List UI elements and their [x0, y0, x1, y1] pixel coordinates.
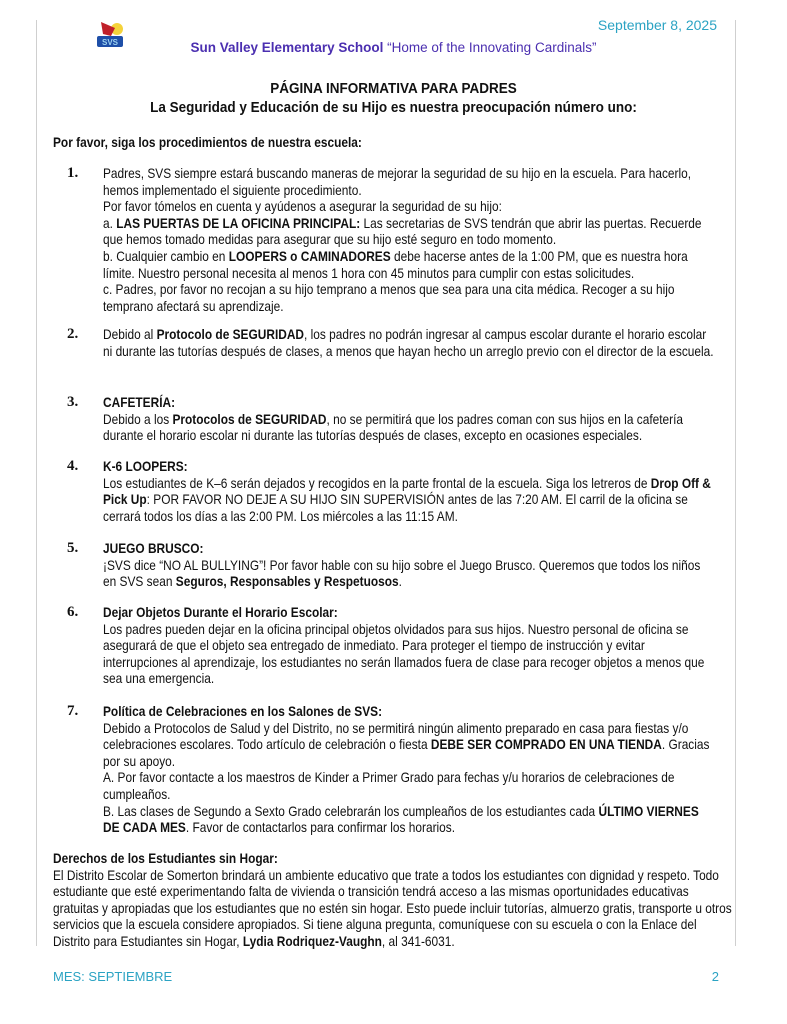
item-heading: Dejar Objetos Durante el Horario Escolar: [103, 604, 338, 620]
date: September 8, 2025 [597, 17, 717, 33]
item-text: Debido al Protocolo de SEGURIDAD, los padres no podrán ingresar al campus escolar durante el horario escolar ni durante las tutorías después de clases, a menos que hayan hecho un arreglo previo con el director de la escuela. [103, 326, 714, 359]
item-number: 6. [67, 604, 79, 620]
item-3 [103, 394, 715, 444]
page-title: PÁGINA INFORMATIVA PARA PADRES [270, 80, 517, 97]
school-motto: “Home of the Innovating Cardinals” [387, 40, 597, 55]
item-number: 7. [67, 703, 79, 719]
item-number: 1. [67, 165, 79, 181]
intro-heading: Por favor, siga los procedimientos de nuestra escuela: [53, 134, 362, 150]
item-heading: Política de Celebraciones en los Salones de SVS: [103, 703, 383, 719]
item-text: Por favor tómelos en cuenta y ayúdenos a asegurar la seguridad de su hijo: [103, 198, 502, 215]
item-1 [103, 165, 715, 314]
item-number: 2. [67, 326, 79, 342]
item-text: Los estudiantes de K–6 serán dejados y recogidos en la parte frontal de la escuela. Siga los letreros de Drop Off & Pick Up: POR FAVOR NO DEJE A SU HIJO SIN SUPERVISIÓN antes de las 7:20 AM. El carril de la oficina se cerrará todos los días a las 2:00 PM. Los miércoles a las 11:15 AM. [103, 474, 711, 524]
svg-text:SVS: SVS [101, 38, 119, 47]
school-header [0, 40, 787, 55]
homeless-heading: Derechos de los Estudiantes sin Hogar: [53, 850, 278, 866]
item-text: Padres, SVS siempre estará buscando maneras de mejorar la seguridad de su hijo en la escuela. Para hacerlo, hemos implementado el siguiente procedimiento. [103, 165, 692, 198]
item-text: Debido a los Protocolos de SEGURIDAD, no se permitirá que los padres coman con sus hijos en la cafetería durante el horario escolar ni durante las tutorías después de clases, excepto en ocasiones especiales. [103, 410, 684, 444]
item-heading: JUEGO BRUSCO: [103, 540, 204, 556]
item-number: 4. [67, 458, 79, 474]
item-2 [103, 326, 715, 359]
right-margin-line [735, 20, 736, 946]
homeless-text: El Distrito Escolar de Somerton brindará un ambiente educativo que trate a todos los estudiantes con dignidad y respeto. Todo estudiante que esté experimentando falta de vivienda o transición tendrá acceso a las mismas oportunidades educativas gratuitas y apropiadas que los estudiantes que no estén sin hogar. Esto puede incluir tutorías, almuerzo gratis, transporte u otros servicios que la escuela considere apropiados. Si tiene alguna pregunta, comuníquese con su escuela o con la Enlace del Distrito para Estudiantes sin Hogar, Lydia Rodriquez-Vaughn, al 341-6031. [53, 866, 732, 949]
item-text-a: A. Por favor contacte a los maestros de Kinder a Primer Grado para fechas y/u horarios de celebraciones de cumpleaños. [103, 769, 675, 802]
item-5 [103, 540, 715, 590]
item-text-b: B. Las clases de Segundo a Sexto Grado celebrarán los cumpleaños de los estudiantes cada ÚLTIMO VIERNES DE CADA MES. Favor de contactarlos para confirmar los horarios. [103, 802, 699, 836]
item-text: Debido a Protocolos de Salud y del Distrito, no se permitirá ningún alimento preparado en casa para fiestas y/o celebraciones escolares. Todo artículo de celebración o fiesta DEBE SER COMPRADO EN UNA TIENDA. Gracias por su apoyo. [103, 719, 710, 769]
item-text-c: c. Padres, por favor no recojan a su hijo temprano a menos que sea para una cita médica. Recoger a su hijo temprano afectará su aprendizaje. [103, 281, 675, 314]
item-4 [103, 458, 715, 524]
school-name: Sun Valley Elementary School [190, 40, 384, 55]
item-text: ¡SVS dice “NO AL BULLYING”! Por favor hable con su hijo sobre el Juego Brusco. Queremos que todos los niños en SVS sean Seguros, Responsables y Respetuosos. [103, 556, 701, 590]
footer-month: MES: SEPTIEMBRE [53, 969, 173, 984]
item-7 [103, 703, 715, 836]
item-6 [103, 604, 715, 687]
item-text-b: b. Cualquier cambio en LOOPERS o CAMINADORES debe hacerse antes de la 1:00 PM, que es nuestra hora límite. Nuestro personal necesita al menos 1 hora con 45 minutos para cumplir con estas solicitudes. [103, 247, 688, 281]
left-margin-line [36, 20, 37, 946]
item-text-a: a. LAS PUERTAS DE LA OFICINA PRINCIPAL: Las secretarias de SVS tendrán que abrir las puertas. Recuerde que hemos tomado medidas para asegurar que su hijo esté seguro en todo momento. [103, 214, 702, 248]
item-heading: CAFETERÍA: [103, 394, 176, 410]
page-number: 2 [711, 969, 719, 984]
item-number: 5. [67, 540, 79, 556]
page-subtitle: La Seguridad y Educación de su Hijo es nuestra preocupación número uno: [150, 99, 637, 116]
item-heading: K-6 LOOPERS: [103, 458, 188, 474]
item-text: Los padres pueden dejar en la oficina principal objetos olvidados para sus hijos. Nuestro personal de oficina se asegurará de que el objeto sea entregado de inmediato. Para proteger el tiempo de instrucción y evitar interrupciones al aprendizaje, los estudiantes no serán llamados fuera de clase para recoger objetos a menos que sea una emergencia. [103, 620, 705, 687]
item-number: 3. [67, 394, 79, 410]
homeless-section [53, 850, 733, 950]
